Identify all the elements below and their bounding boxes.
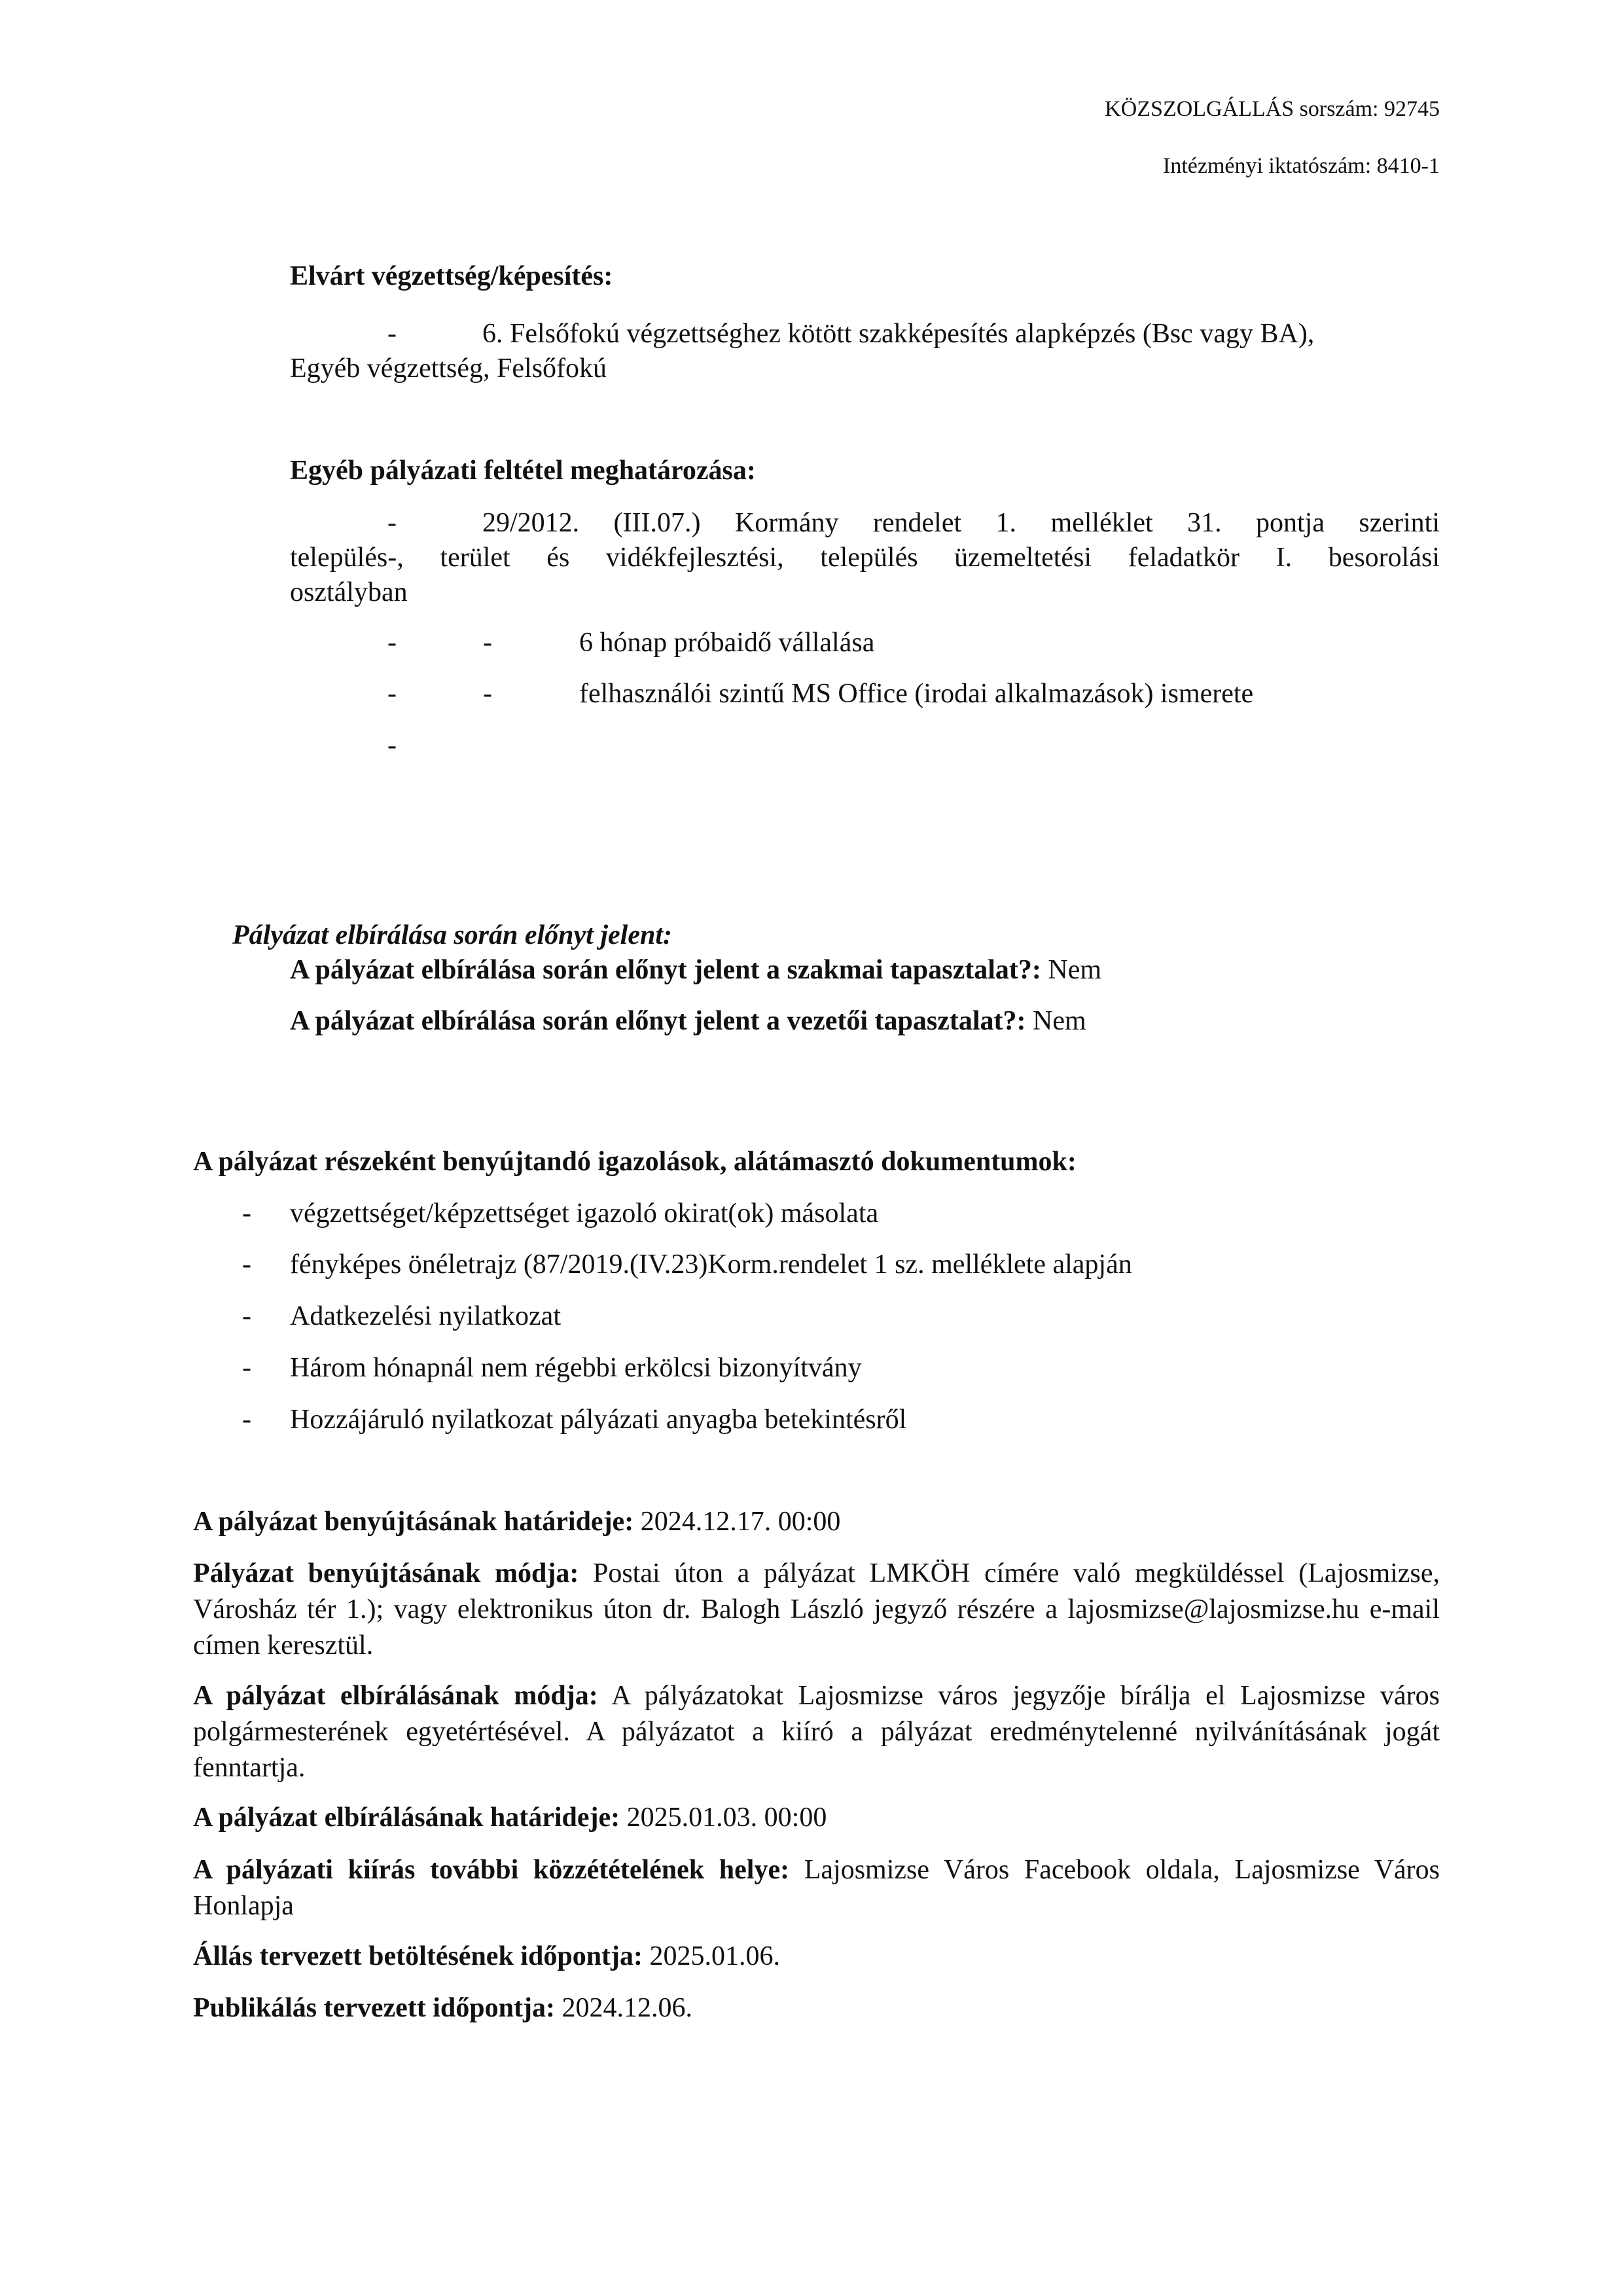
education-item-line1: 6. Felsőfokú végzettséghez kötött szakképesítés alapképzés (Bsc vagy BA), [482,319,1315,349]
bullet-dash: - [242,1198,251,1229]
submission-deadline-label: A pályázat benyújtásának határideje: [193,1507,634,1537]
bullet-dash: - [387,679,397,709]
document-item: fényképes önéletrajz (87/2019.(IV.23)Korm.rendelet 1 sz. melléklete alapján [290,1249,1132,1280]
bullet-dash: - [387,508,397,538]
evaluation-deadline [193,1800,827,1836]
advantage-item [290,952,1101,988]
submission-deadline-value: 2024.12.17. 00:00 [633,1507,841,1537]
bullet-dash: - [483,679,492,709]
condition-sub-item: felhasználói szintű MS Office (irodai alkalmazások) ismerete [579,679,1254,709]
other-conditions-heading: Egyéb pályázati feltétel meghatározása: [290,456,756,486]
evaluation-method-label: A pályázat elbírálásának módja: [193,1681,598,1711]
advantage-item [290,1003,1086,1039]
publication-place-value: Lajosmizse Város Facebook oldala, Lajosmizse Város Honlapja [193,1855,1440,1921]
documents-heading: A pályázat részeként benyújtandó igazolások, alátámasztó dokumentumok: [193,1147,1077,1177]
document-item: Hozzájáruló nyilatkozat pályázati anyagba betekintésről [290,1405,907,1435]
publication-place [193,1852,1440,1924]
condition-line2: település-, terület és vidékfejlesztési, település üzemeltetési feladatkör I. besorolási [290,543,1440,573]
document-item: végzettséget/képzettséget igazoló okirat(ok) másolata [290,1198,879,1229]
bullet-dash: - [483,628,492,658]
serial-number: KÖZSZOLGÁLLÁS sorszám: 92745 [1105,97,1440,121]
document-item: Három hónapnál nem régebbi erkölcsi bizonyítvány [290,1353,862,1383]
evaluation-method-value: A pályázatokat Lajosmizse város jegyzője bírálja el Lajosmizse város polgármesterének egyetértésével. A pályázatot a kiíró a pályázat eredménytelenné nyilvánításának jogát fenntartja. [193,1681,1440,1783]
education-heading: Elvárt végzettség/képesítés: [290,261,613,291]
planned-publish-date [193,1990,692,2026]
filing-number: Intézményi iktatószám: 8410-1 [1163,154,1440,178]
publication-place-label: A pályázati kiírás további közzétételének helye: [193,1855,790,1885]
bullet-dash: - [242,1301,251,1331]
advantage-label: A pályázat elbírálása során előnyt jelent a vezetői tapasztalat?: [290,1006,1026,1036]
advantage-value: Nem [1026,1006,1086,1036]
bullet-dash: - [387,628,397,658]
advantage-label: A pályázat elbírálása során előnyt jelent a szakmai tapasztalat?: [290,955,1041,985]
submission-method-value: Postai úton a pályázat LMKÖH címére való megküldéssel (Lajosmizse, Városház tér 1.); vagy elektronikus úton dr. Balogh László jegyző részére a lajosmizse@lajosmizse.hu e-mail címen keresztül. [193,1558,1440,1660]
education-item-line2: Egyéb végzettség, Felsőfokú [290,353,607,384]
planned-fill-label: Állás tervezett betöltésének időpontja: [193,1941,643,1971]
planned-fill-value: 2025.01.06. [643,1941,781,1971]
planned-publish-label: Publikálás tervezett időpontja: [193,1993,555,2023]
advantage-heading: Pályázat elbírálása során előnyt jelent: [232,920,672,950]
condition-line1: 29/2012. (III.07.) Kormány rendelet 1. melléklet 31. pontja szerinti [482,508,1440,538]
bullet-dash: - [242,1353,251,1383]
condition-sub-item: 6 hónap próbaidő vállalása [579,628,875,658]
evaluation-method [193,1678,1440,1786]
submission-method-label: Pályázat benyújtásának módja: [193,1558,579,1588]
planned-publish-value: 2024.12.06. [554,1993,692,2023]
bullet-dash: - [387,319,397,349]
submission-deadline [193,1504,840,1540]
evaluation-deadline-label: A pályázat elbírálásának határideje: [193,1803,620,1833]
bullet-dash: - [387,730,397,761]
advantage-value: Nem [1041,955,1102,985]
condition-line3: osztályban [290,577,408,607]
evaluation-deadline-value: 2025.01.03. 00:00 [620,1803,827,1833]
document-item: Adatkezelési nyilatkozat [290,1301,561,1331]
submission-method [193,1556,1440,1664]
planned-fill-date [193,1939,780,1975]
bullet-dash: - [242,1405,251,1435]
bullet-dash: - [242,1249,251,1280]
